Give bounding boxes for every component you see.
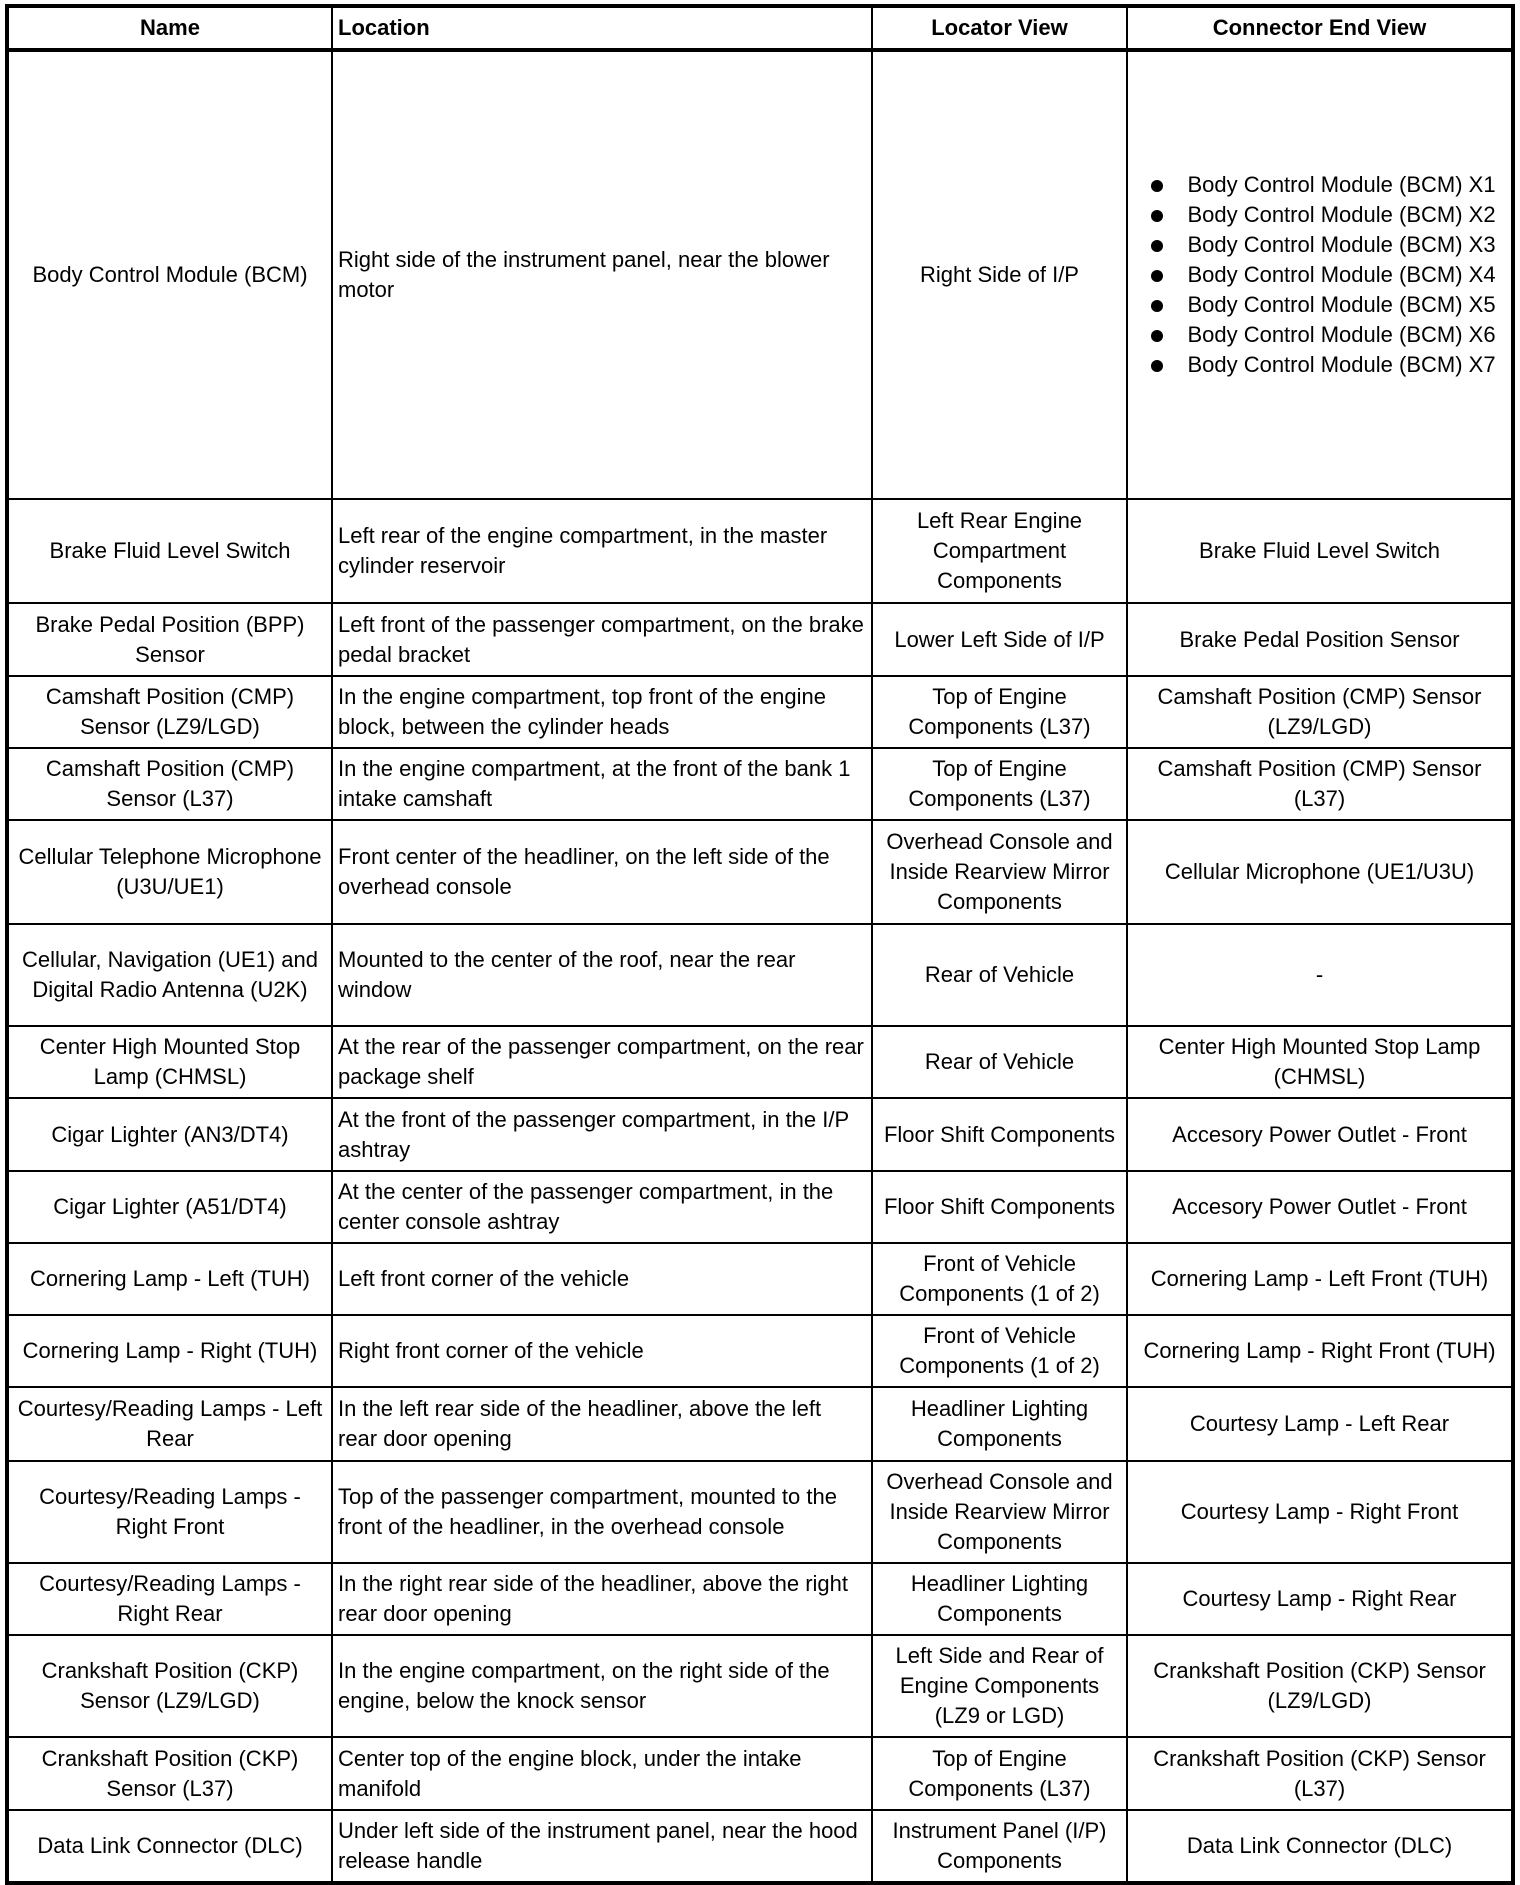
cell-connector-end-view: Cellular Microphone (UE1/U3U) (1127, 820, 1513, 924)
table-row (7, 1026, 1513, 1098)
cell-name: Crankshaft Position (CKP) Sensor (LZ9/LGD) (7, 1635, 332, 1737)
cell-location: At the center of the passenger compartment, in the center console ashtray (332, 1171, 872, 1243)
connector-list-item: Body Control Module (BCM) X2 (1133, 200, 1506, 230)
cell-locator-view: Top of Engine Components (L37) (872, 748, 1127, 820)
connector-list-item: Body Control Module (BCM) X5 (1133, 290, 1506, 320)
header-location: Location (332, 6, 872, 50)
cell-connector-end-view: Data Link Connector (DLC) (1127, 1810, 1513, 1883)
connector-list-item: Body Control Module (BCM) X3 (1133, 230, 1506, 260)
connector-list-item: Body Control Module (BCM) X4 (1133, 260, 1506, 290)
cell-name: Body Control Module (BCM) (7, 50, 332, 499)
table-row (7, 1315, 1513, 1387)
cell-connector-end-view: Cornering Lamp - Left Front (TUH) (1127, 1243, 1513, 1315)
cell-locator-view: Instrument Panel (I/P) Components (872, 1810, 1127, 1883)
header-row (7, 6, 1513, 50)
cell-location: Mounted to the center of the roof, near the rear window (332, 924, 872, 1026)
cell-name: Camshaft Position (CMP) Sensor (LZ9/LGD) (7, 676, 332, 748)
cell-locator-view: Rear of Vehicle (872, 924, 1127, 1026)
table-row (7, 50, 1513, 499)
table-row (7, 603, 1513, 676)
cell-connector-end-view: Accesory Power Outlet - Front (1127, 1171, 1513, 1243)
cell-location: Left front corner of the vehicle (332, 1243, 872, 1315)
cell-name: Cigar Lighter (AN3/DT4) (7, 1098, 332, 1171)
cell-location: Right front corner of the vehicle (332, 1315, 872, 1387)
connector-list-item: Body Control Module (BCM) X1 (1133, 170, 1506, 200)
cell-locator-view: Rear of Vehicle (872, 1026, 1127, 1098)
cell-name: Courtesy/Reading Lamps - Right Front (7, 1461, 332, 1563)
cell-locator-view: Front of Vehicle Components (1 of 2) (872, 1315, 1127, 1387)
cell-connector-end-view: Crankshaft Position (CKP) Sensor (L37) (1127, 1737, 1513, 1810)
cell-locator-view: Top of Engine Components (L37) (872, 1737, 1127, 1810)
table-row (7, 1810, 1513, 1883)
cell-name: Cornering Lamp - Left (TUH) (7, 1243, 332, 1315)
connector-list-item: Body Control Module (BCM) X6 (1133, 320, 1506, 350)
cell-name: Cellular Telephone Microphone (U3U/UE1) (7, 820, 332, 924)
header-locator-view: Locator View (872, 6, 1127, 50)
cell-location: Left front of the passenger compartment, on the brake pedal bracket (332, 603, 872, 676)
cell-locator-view: Front of Vehicle Components (1 of 2) (872, 1243, 1127, 1315)
cell-locator-view: Overhead Console and Inside Rearview Mirror Components (872, 820, 1127, 924)
cell-name: Courtesy/Reading Lamps - Right Rear (7, 1563, 332, 1635)
cell-locator-view: Lower Left Side of I/P (872, 603, 1127, 676)
cell-connector-end-view: Cornering Lamp - Right Front (TUH) (1127, 1315, 1513, 1387)
cell-locator-view: Top of Engine Components (L37) (872, 676, 1127, 748)
cell-name: Brake Fluid Level Switch (7, 499, 332, 603)
cell-name: Cornering Lamp - Right (TUH) (7, 1315, 332, 1387)
cell-location: Right side of the instrument panel, near the blower motor (332, 50, 872, 499)
header-name: Name (7, 6, 332, 50)
cell-locator-view: Headliner Lighting Components (872, 1387, 1127, 1461)
cell-location: Left rear of the engine compartment, in the master cylinder reservoir (332, 499, 872, 603)
cell-connector-end-view: Brake Fluid Level Switch (1127, 499, 1513, 603)
cell-name: Crankshaft Position (CKP) Sensor (L37) (7, 1737, 332, 1810)
cell-locator-view: Floor Shift Components (872, 1171, 1127, 1243)
cell-location: Top of the passenger compartment, mounted to the front of the headliner, in the overhead console (332, 1461, 872, 1563)
cell-name: Cigar Lighter (A51/DT4) (7, 1171, 332, 1243)
cell-name: Courtesy/Reading Lamps - Left Rear (7, 1387, 332, 1461)
cell-locator-view: Headliner Lighting Components (872, 1563, 1127, 1635)
cell-connector-end-view: Camshaft Position (CMP) Sensor (L37) (1127, 748, 1513, 820)
cell-name: Cellular, Navigation (UE1) and Digital Radio Antenna (U2K) (7, 924, 332, 1026)
cell-locator-view: Floor Shift Components (872, 1098, 1127, 1171)
cell-name: Brake Pedal Position (BPP) Sensor (7, 603, 332, 676)
table-row (7, 748, 1513, 820)
cell-location: Under left side of the instrument panel, near the hood release handle (332, 1810, 872, 1883)
table-row (7, 1461, 1513, 1563)
cell-location: At the rear of the passenger compartment, on the rear package shelf (332, 1026, 872, 1098)
cell-locator-view: Left Side and Rear of Engine Components (LZ9 or LGD) (872, 1635, 1127, 1737)
cell-location: In the engine compartment, top front of the engine block, between the cylinder heads (332, 676, 872, 748)
table-row (7, 820, 1513, 924)
table-row (7, 1563, 1513, 1635)
table-row (7, 676, 1513, 748)
cell-locator-view: Overhead Console and Inside Rearview Mirror Components (872, 1461, 1127, 1563)
table-row (7, 1243, 1513, 1315)
cell-connector-end-view: Camshaft Position (CMP) Sensor (LZ9/LGD) (1127, 676, 1513, 748)
header-connector-end-view: Connector End View (1127, 6, 1513, 50)
cell-name: Camshaft Position (CMP) Sensor (L37) (7, 748, 332, 820)
cell-location: At the front of the passenger compartment, in the I/P ashtray (332, 1098, 872, 1171)
cell-connector-end-view: Courtesy Lamp - Left Rear (1127, 1387, 1513, 1461)
cell-connector-end-view (1127, 50, 1513, 499)
connector-list-item: Body Control Module (BCM) X7 (1133, 350, 1506, 380)
table-row (7, 1737, 1513, 1810)
table-row (7, 1635, 1513, 1737)
cell-connector-end-view: - (1127, 924, 1513, 1026)
cell-connector-end-view: Center High Mounted Stop Lamp (CHMSL) (1127, 1026, 1513, 1098)
table-row (7, 1098, 1513, 1171)
cell-location: In the engine compartment, at the front of the bank 1 intake camshaft (332, 748, 872, 820)
cell-connector-end-view: Crankshaft Position (CKP) Sensor (LZ9/LGD) (1127, 1635, 1513, 1737)
table-row (7, 1387, 1513, 1461)
cell-location: Front center of the headliner, on the left side of the overhead console (332, 820, 872, 924)
cell-locator-view: Left Rear Engine Compartment Components (872, 499, 1127, 603)
table-row (7, 1171, 1513, 1243)
table-row (7, 499, 1513, 603)
cell-connector-end-view: Courtesy Lamp - Right Rear (1127, 1563, 1513, 1635)
cell-location: Center top of the engine block, under the intake manifold (332, 1737, 872, 1810)
cell-name: Data Link Connector (DLC) (7, 1810, 332, 1883)
cell-locator-view: Right Side of I/P (872, 50, 1127, 499)
cell-connector-end-view: Brake Pedal Position Sensor (1127, 603, 1513, 676)
cell-connector-end-view: Accesory Power Outlet - Front (1127, 1098, 1513, 1171)
table-row (7, 924, 1513, 1026)
cell-name: Center High Mounted Stop Lamp (CHMSL) (7, 1026, 332, 1098)
cell-location: In the right rear side of the headliner, above the right rear door opening (332, 1563, 872, 1635)
component-locator-table (5, 4, 1515, 1885)
connector-list (1133, 170, 1506, 380)
cell-location: In the engine compartment, on the right side of the engine, below the knock sensor (332, 1635, 872, 1737)
cell-connector-end-view: Courtesy Lamp - Right Front (1127, 1461, 1513, 1563)
cell-location: In the left rear side of the headliner, above the left rear door opening (332, 1387, 872, 1461)
